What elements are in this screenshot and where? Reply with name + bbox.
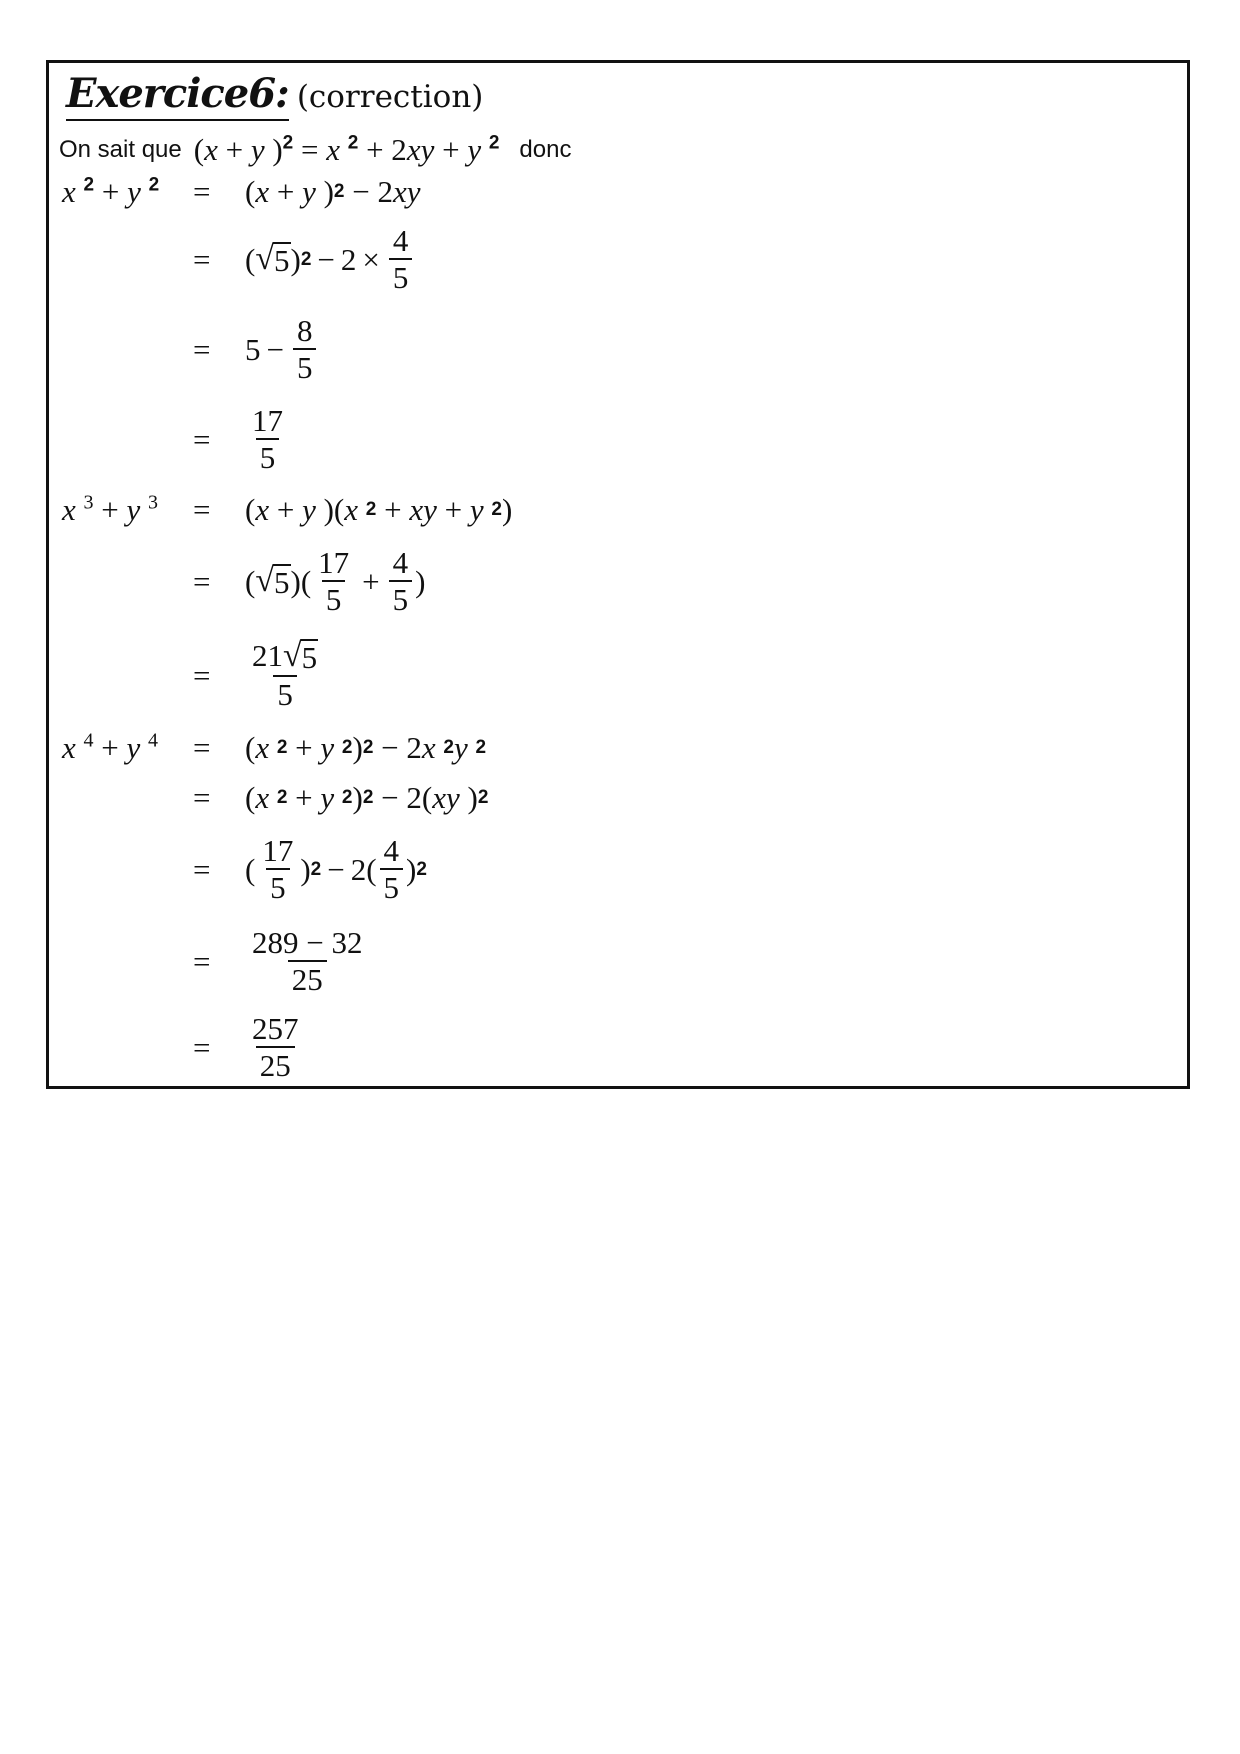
fraction: $\frac{17}{5}$: [262, 833, 294, 906]
step-row: [0, 776, 1240, 820]
step-expression: ( $\frac{17}{5}$ ) 2 − 2( $\frac{4}{5}$ ) 2: [245, 833, 427, 906]
step-expression: ( √ 5 ) 2 − 2 × $\frac{4}{5}$: [245, 224, 415, 296]
step-row: [0, 632, 1240, 720]
equals-sign: =: [193, 730, 211, 765]
equals-sign: =: [193, 852, 211, 887]
step-row: [0, 170, 1240, 214]
step-row: [0, 218, 1240, 302]
exercise-title: [66, 70, 483, 122]
fraction: $\frac{8}{5}$: [293, 314, 317, 386]
intro-suffix: donc: [519, 136, 572, 163]
step-expression: ( x 2 + y 2 ) 2 − 2 x 2 y 2: [245, 730, 487, 765]
fraction: $\frac{4}{5}$: [380, 834, 404, 906]
step-row: [0, 1006, 1240, 1090]
step-expression: 5 − $\frac{8}{5}$: [245, 314, 319, 386]
step-expression: ( √ 5 )( $\frac{17}{5}$ + $\frac{4}{5}$ ): [245, 545, 426, 618]
step-expression: ( x + y ) 2 − 2 xy: [245, 174, 421, 209]
step-expression: [245, 1012, 306, 1084]
step-row: [0, 918, 1240, 1006]
correction-label: (correction): [296, 79, 484, 115]
step-row: [0, 488, 1240, 532]
step-expression: [245, 404, 290, 476]
step-row: [0, 538, 1240, 626]
equals-sign: =: [193, 332, 211, 367]
fraction: $\frac{4}{5}$: [389, 224, 413, 296]
step-expression: [245, 639, 325, 713]
intro-prefix: On sait que: [59, 136, 182, 163]
lhs-sum-fourth-powers: x $^4$ + y $^4$: [62, 729, 159, 765]
identity-formula: (x + y )$^2$ = x $^2$ + 2xy + y $^2$: [193, 132, 500, 167]
fraction: $\frac{257}{25}$: [252, 1011, 299, 1084]
equals-sign: =: [193, 492, 211, 527]
step-row: [0, 726, 1240, 770]
step-row: [0, 826, 1240, 914]
fraction: $\frac{17}{5}$: [318, 545, 350, 618]
equals-sign: =: [193, 944, 211, 979]
lhs-sum-squares: x $^2$ + y $^2$: [62, 174, 160, 209]
equals-sign: =: [193, 174, 211, 209]
equals-sign: =: [193, 242, 211, 277]
fraction: $\frac{289 - 32}{25}$: [252, 925, 363, 998]
equals-sign: =: [193, 1030, 211, 1065]
step-expression: [245, 926, 369, 998]
equals-sign: =: [193, 780, 211, 815]
step-row: [0, 398, 1240, 482]
step-expression: ( x + y )( x 2 + xy + y 2 ): [245, 492, 513, 527]
equals-sign: =: [193, 564, 211, 599]
step-row: [0, 308, 1240, 392]
fraction: $\frac{17}{5}$: [252, 403, 283, 476]
equals-sign: =: [193, 422, 211, 457]
fraction: $\frac{4}{5}$: [389, 546, 413, 618]
intro-line: [59, 128, 571, 172]
step-expression: ( x 2 + y 2 ) 2 − 2( xy ) 2: [245, 780, 489, 815]
lhs-sum-cubes: x $^3$ + y $^3$: [62, 491, 159, 527]
fraction: 21 √ 5 5: [252, 637, 318, 713]
equals-sign: =: [193, 658, 211, 693]
exercise-label: Exercice6:: [66, 70, 289, 121]
